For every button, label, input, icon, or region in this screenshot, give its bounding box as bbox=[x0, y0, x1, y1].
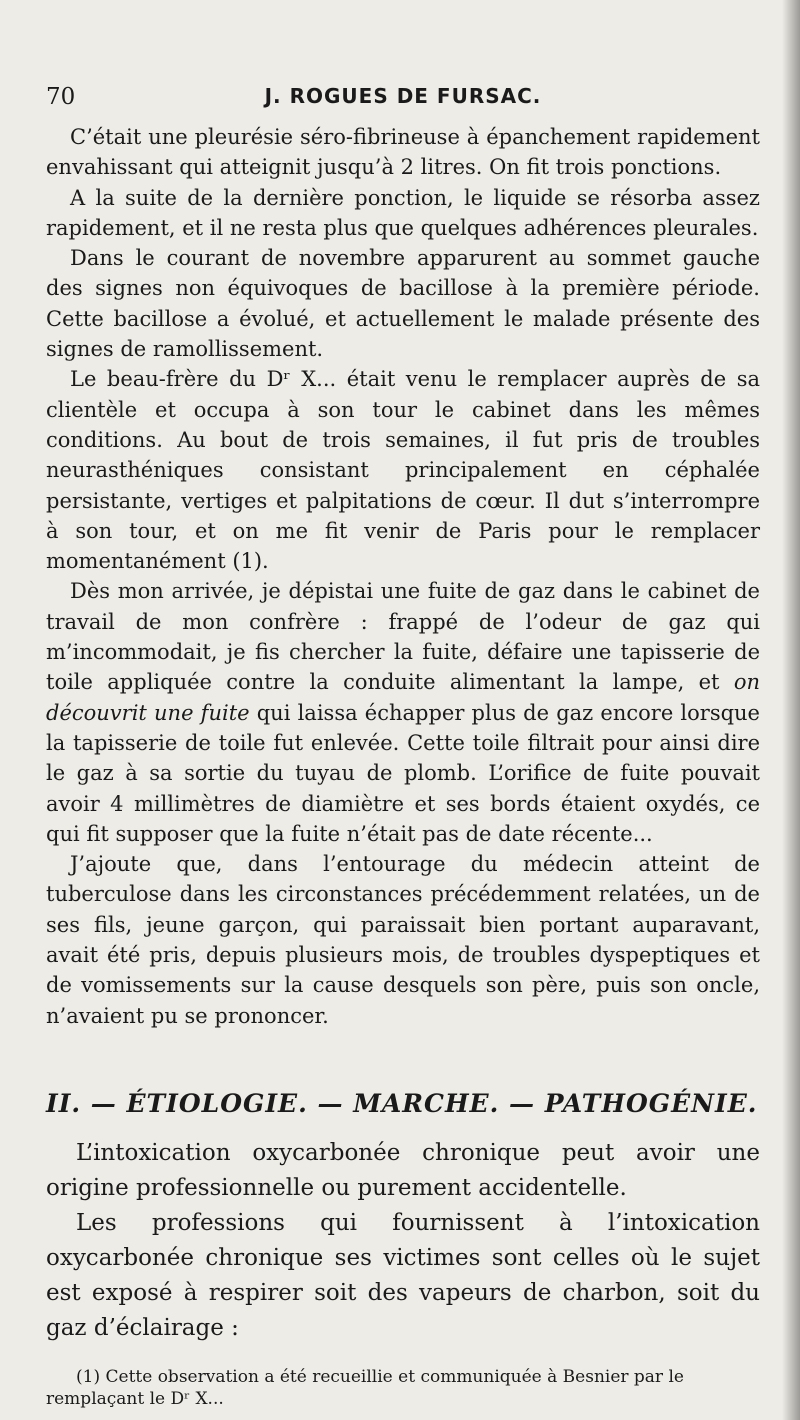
section-heading: II. — ÉTIOLOGIE. — MARCHE. — PATHOGÉNIE. bbox=[46, 1088, 758, 1118]
section-paragraph-2: Les professions qui fournissent à l’intoxication oxycarbonée chronique ses victimes sont celles où le sujet est exposé à respirer soit des vapeurs de charbon, soit du gaz d’éclairage : bbox=[46, 1209, 760, 1341]
paragraph-2: A la suite de la dernière ponction, le liquide se résorba assez rapidement, et il ne resta plus que quelques adhérences pleurales. bbox=[46, 185, 760, 240]
paragraph-4: Le beau-frère du Dʳ X... était venu le remplacer auprès de sa clientèle et occupa à son tour le cabinet dans les mêmes conditions. Au bout de trois semaines, il fut pris de troubles neurasthéniques consistant principalement en céphalée persistante, vertiges et palpitations de cœur. Il dut s’interrompre à son tour, et on me fit venir de Paris pour le remplacer momentanément (1). bbox=[46, 367, 760, 574]
section-paragraph-1: L’intoxication oxycarbonée chronique peut avoir une origine professionnelle ou purement accidentelle. bbox=[46, 1139, 760, 1201]
page-edge-shadow bbox=[782, 0, 800, 1420]
paragraph-1: C’était une pleurésie séro-fibrineuse à épanchement rapidement envahissant qui atteignit jusqu’à 2 litres. On fit trois ponctions. bbox=[46, 125, 760, 180]
page-number: 70 bbox=[46, 84, 76, 110]
footnote-mark: (1) bbox=[76, 1366, 101, 1387]
paragraph-5-italic: on découvrit une fuite bbox=[46, 670, 760, 725]
paragraph-3: Dans le courant de novembre apparurent au sommet gauche des signes non équivoques de bacillose à la première période. Cette bacillose a évolué, et actuellement le malade présente des signes de ramollissement. bbox=[46, 246, 760, 362]
paragraph-5-after: qui laissa échapper plus de gaz encore lorsque la tapisserie de toile fut enlevée. Cette toile filtrait pour ainsi dire le gaz à sa sortie du tuyau de plomb. L’orifice de fuite pouvait avoir 4 millimètres de diamiètre et ses bords étaient oxydés, ce qui fit supposer que la fuite n’était pas de date récente... bbox=[46, 700, 760, 846]
paragraph-5-before: Dès mon arrivée, je dépistai une fuite de gaz dans le cabinet de travail de mon confrère : frappé de l’odeur de gaz qui m’incommodait, je fis chercher la fuite, défaire une tapisserie de toile appliquée contre la conduite alimentant la lampe, et bbox=[46, 579, 760, 695]
footnote bbox=[46, 1366, 760, 1410]
page-header bbox=[46, 78, 760, 122]
running-head: J. ROGUES DE FURSAC. bbox=[264, 84, 542, 108]
body-text bbox=[46, 122, 760, 1031]
section-body bbox=[46, 1136, 760, 1346]
paragraph-6: J’ajoute que, dans l’entourage du médecin atteint de tuberculose dans les circonstances précédemment relatées, un de ses fils, jeune garçon, qui paraissait bien portant auparavant, avait été pris, depuis plusieurs mois, de troubles dyspeptiques et de vomissements sur la cause desquels son père, puis son oncle, n’avaient pu se prononcer. bbox=[46, 852, 760, 1028]
footnote-text: Cette observation a été recueillie et communiquée à Besnier par le remplaçant le Dʳ X... bbox=[46, 1366, 684, 1409]
paragraph-5 bbox=[46, 576, 760, 849]
